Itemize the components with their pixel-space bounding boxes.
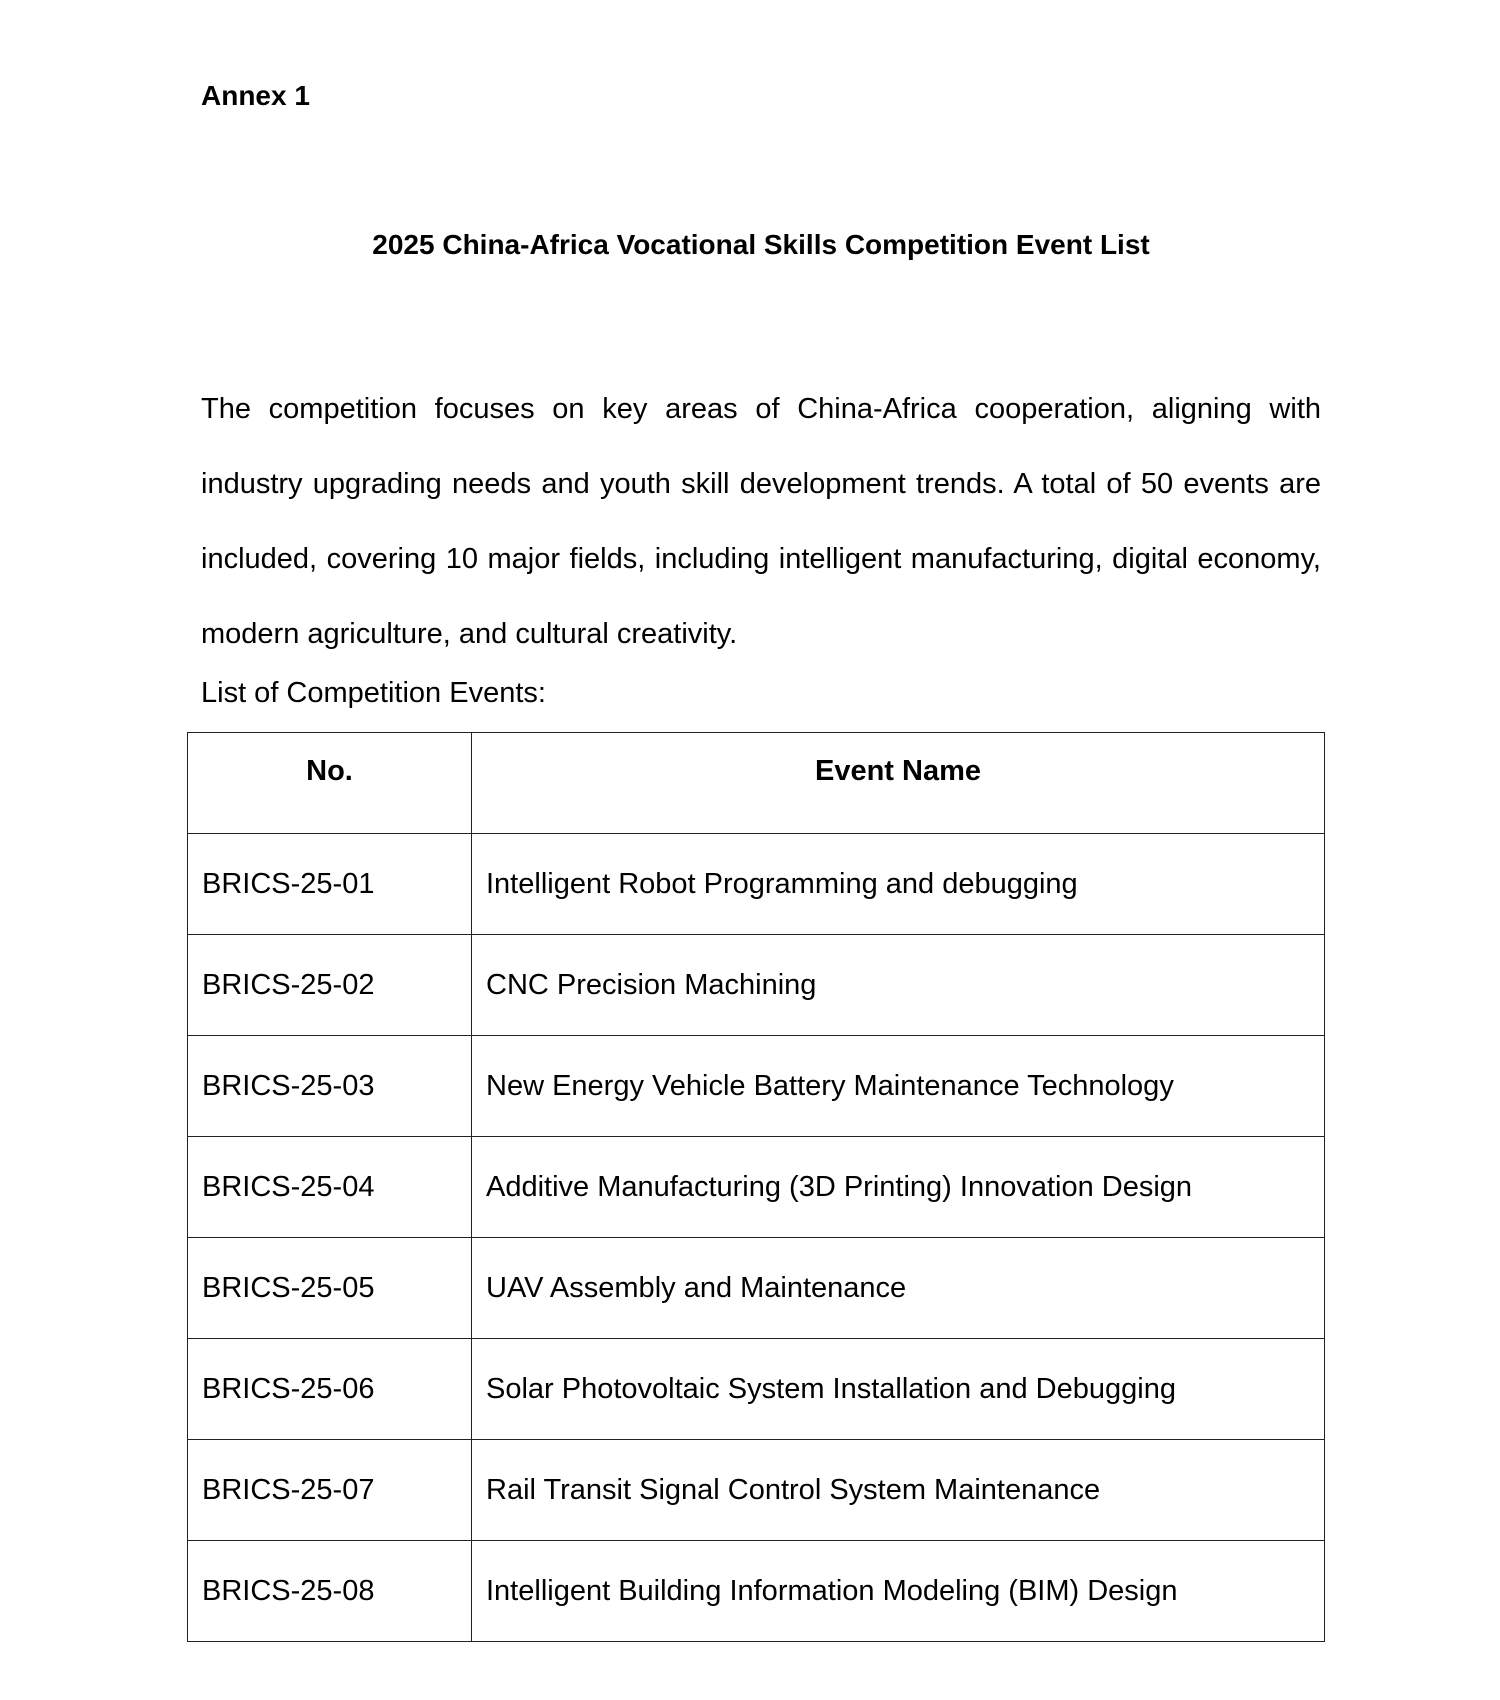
event-name: UAV Assembly and Maintenance — [472, 1238, 1325, 1339]
header-no: No. — [188, 733, 472, 834]
event-name: Additive Manufacturing (3D Printing) Innovation Design — [472, 1137, 1325, 1238]
event-name: New Energy Vehicle Battery Maintenance Technology — [472, 1036, 1325, 1137]
event-name: CNC Precision Machining — [472, 935, 1325, 1036]
event-name: Intelligent Building Information Modeling (BIM) Design — [472, 1541, 1325, 1642]
event-name: Rail Transit Signal Control System Maintenance — [472, 1440, 1325, 1541]
table-row — [188, 1137, 1325, 1238]
event-number: BRICS-25-03 — [188, 1036, 472, 1137]
table-row — [188, 1541, 1325, 1642]
event-name: Solar Photovoltaic System Installation and Debugging — [472, 1339, 1325, 1440]
table-row — [188, 935, 1325, 1036]
table-row — [188, 1339, 1325, 1440]
annex-label: Annex 1 — [201, 80, 310, 111]
table-row — [188, 1238, 1325, 1339]
table-row — [188, 834, 1325, 935]
table-row — [188, 1440, 1325, 1541]
header-event-name: Event Name — [472, 733, 1325, 834]
list-label: List of Competition Events: — [201, 677, 546, 709]
event-number: BRICS-25-01 — [188, 834, 472, 935]
events-table — [187, 732, 1325, 1642]
event-number: BRICS-25-02 — [188, 935, 472, 1036]
event-number: BRICS-25-06 — [188, 1339, 472, 1440]
event-number: BRICS-25-08 — [188, 1541, 472, 1642]
document-title: 2025 China-Africa Vocational Skills Competition Event List — [372, 229, 1150, 260]
table-header-row — [188, 733, 1325, 834]
table-row — [188, 1036, 1325, 1137]
event-number: BRICS-25-05 — [188, 1238, 472, 1339]
intro-paragraph: The competition focuses on key areas of China-Africa cooperation, aligning with industry upgrading needs and youth skill development trends. A total of 50 events are included, covering 10 major fields, including intelligent manufacturing, digital economy, modern agriculture, and cultural creativity. — [201, 393, 1321, 650]
event-number: BRICS-25-04 — [188, 1137, 472, 1238]
event-number: BRICS-25-07 — [188, 1440, 472, 1541]
event-name: Intelligent Robot Programming and debugging — [472, 834, 1325, 935]
